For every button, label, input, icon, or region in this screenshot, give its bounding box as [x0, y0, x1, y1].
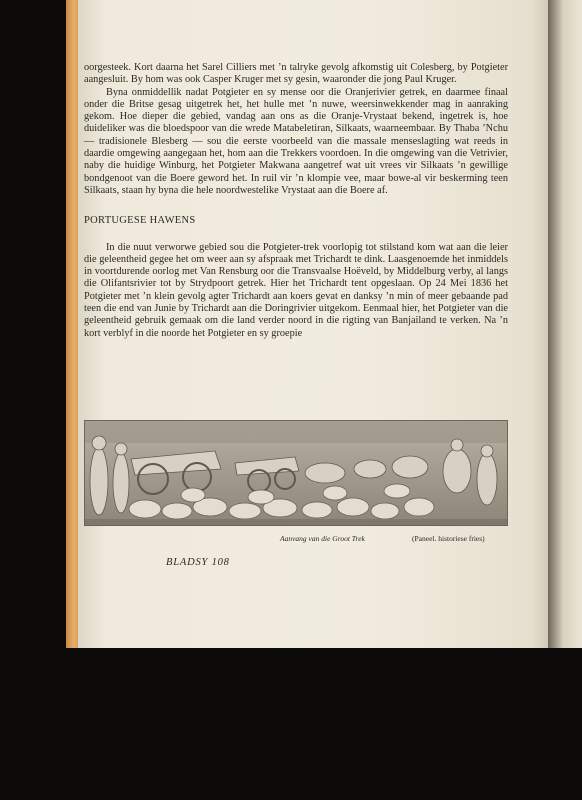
book-spine: [548, 0, 582, 648]
paragraph-2: Byna onmiddellik nadat Potgieter en sy mense oor die Oranjerivier getrek, en daarmee finaal onder die Britse gesag uitgetrek het, het hulle met ’n nuwe, weersinwekkender mag in aanraking gekom. Hoe dieper die gebied, vandag aan ons as die Oranje-Vrystaat bekend, ingetrek is, hoe duideliker was die bloedspoor van die wrede Matabeletiran, Silkaats, waarneembaar. By Thaba ’Nchu — tradisionele Blesberg — sou die eerste voorbeeld van die massale menseslagting wat reeds in daardie omgewing aangegaan het, hom aan die Trekkers voordoen. In die omgewing van die Vetrivier, naby die huidige Winburg, het Potgieter Makwana aangetref wat uit vrees vir Silkaats ’n gewillige bondgenoot van die Boere geword het. In ruil vir ’n klompie vee, maar bowe-al vir beskerming teen Silkaats, staan hy byna die hele noordwestelike Vrystaat aan die Boere af.: [84, 86, 508, 196]
figure-credit: (Paneel. historiese fries): [412, 534, 485, 543]
relief-frieze-photo: [84, 420, 508, 526]
paragraph-1: oorgesteek. Kort daarna het Sarel Cilliers met ’n talryke gevolg afkomstig uit Colesberg, by Potgieter aangesluit. By hom was ook Casper Kruger met sy gesin, waaronder die jong Paul Kruger.: [84, 62, 508, 86]
spacer: [84, 197, 508, 215]
paragraph-3: In die nuut verworwe gebied sou die Potgieter-trek voorlopig tot stilstand kom wat aan die leier die geleentheid gegee het om weer aan sy afspraak met Trichardt te dink. Laasgenoemde het inmiddels in voortdurende oorlog met Van Rensburg oor die Transvaalse Hoëveld, by Middelburg verby, al langs die Olifantsrivier tot by Strydpoort getrek. Hier het Trichardt tent opgeslaan. Op 24 Mei 1836 het Potgieter met ’n klein gevolg agter Trichardt aan koers gevat en danksy ’n min of meer gebaande pad teen die end van Junie by Trichardt aan die Doringrivier uitgekom. Eenmaal hier, het Potgieter van die geleentheid gebruik gemaak om die land verder noord in die rigting van Banjailand te verken. Na ’n kort verblyf in die noorde het Potgieter en sy groepie: [84, 241, 508, 339]
section-heading: PORTUGESE HAWENS: [84, 215, 196, 227]
spacer: [84, 228, 508, 242]
figure-caption: Aanvang van die Groot Trek: [280, 534, 365, 543]
page-label: BLADSY: [166, 557, 209, 568]
page-number-value: 108: [211, 557, 230, 568]
page-number: [166, 557, 230, 568]
body-text: [84, 62, 508, 340]
